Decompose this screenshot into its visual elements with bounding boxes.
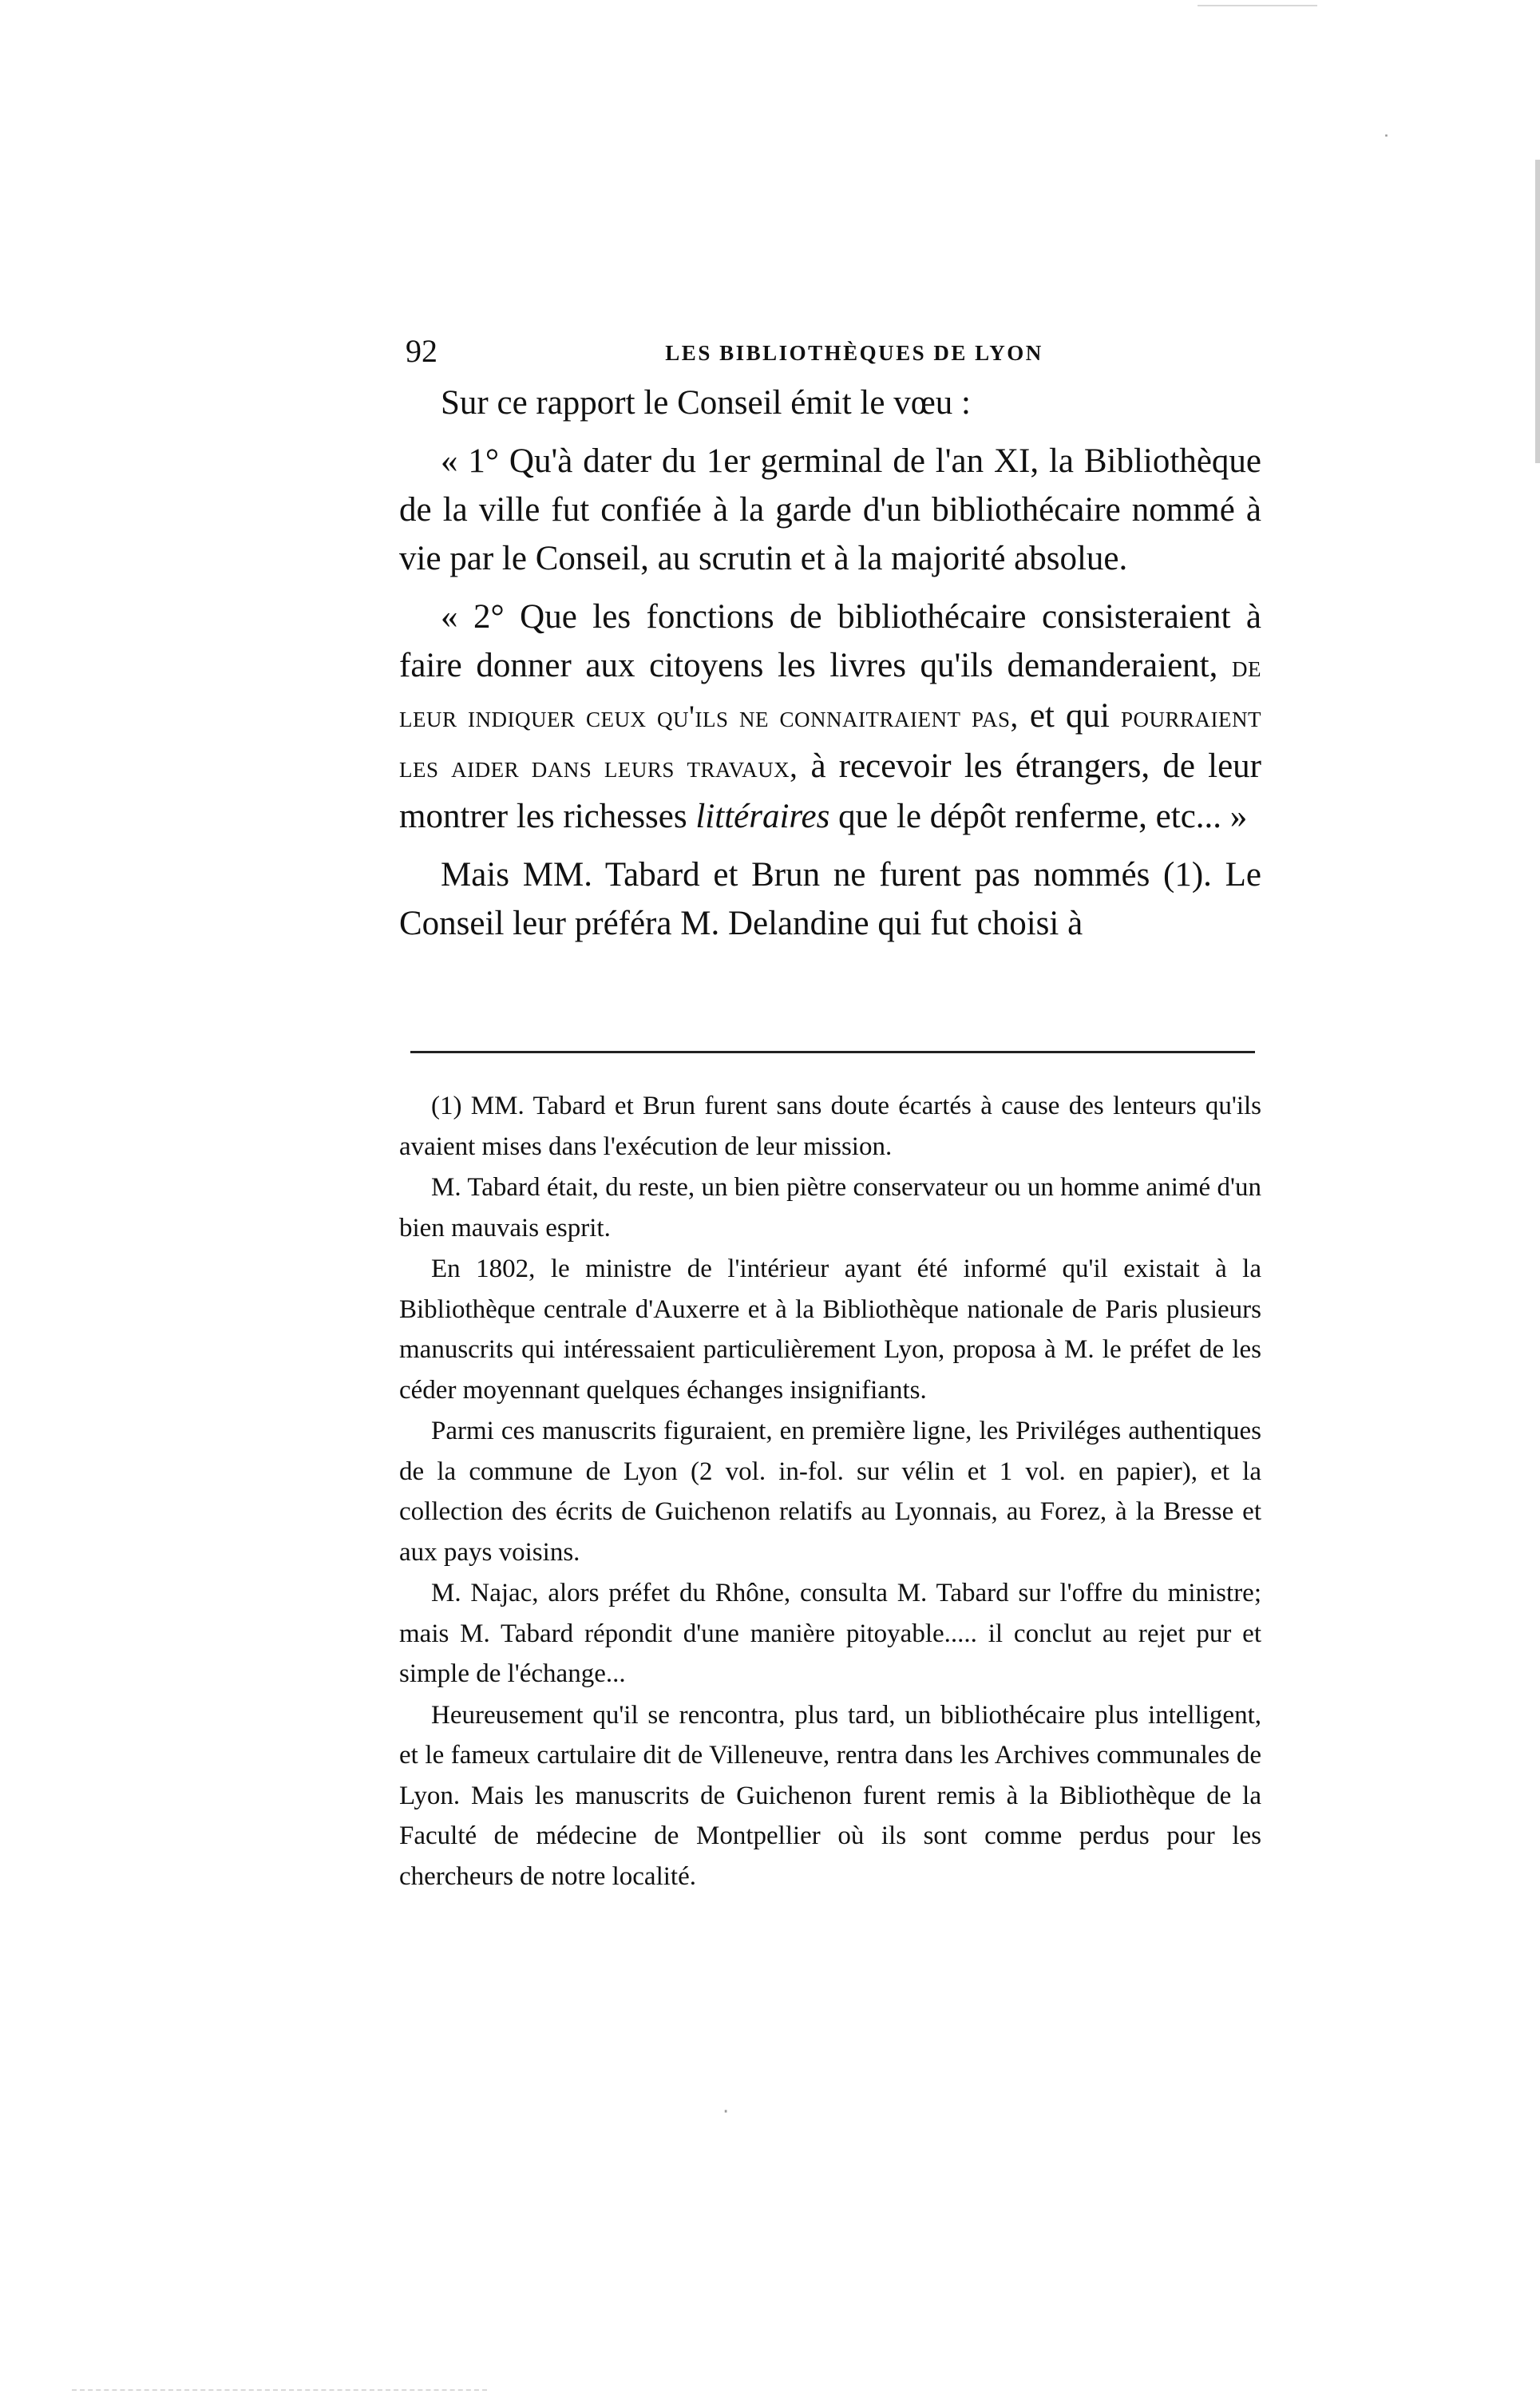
paragraph-3-small-caps-1: de leur indiquer ceux qu'ils ne connaitraient pas, xyxy=(399,650,1262,734)
footnote-2: M. Tabard était, du reste, un bien piètre conservateur ou un homme animé d'un bien mauvais esprit. xyxy=(399,1173,1261,1243)
paragraph-1: Sur ce rapport le Conseil émit le vœu : xyxy=(441,384,971,422)
footnote-3: En 1802, le ministre de l'intérieur ayant été informé qu'il existait à la Bibliothèque centrale d'Auxerre et à la Bibliothèque nationale de Paris plusieurs manuscrits qui intéressaient particulièrement Lyon, proposa à M. le préfet de les céder moyennant quelques échanges insignifiants. xyxy=(399,1254,1261,1405)
paragraph-3 xyxy=(399,593,1261,841)
footnotes xyxy=(399,1086,1261,1897)
paragraph-3-small-caps-2: pourraient les aider dans leurs travaux, xyxy=(399,700,1261,784)
page-number: 92 xyxy=(406,333,437,369)
paragraph-3-part-a: « 2° Que les fonctions de bibliothécaire consisteraient à faire donner aux citoyens les livres qu'ils demanderaient, xyxy=(399,598,1261,684)
main-text xyxy=(399,379,1261,948)
footnote-divider xyxy=(410,1051,1255,1053)
paragraph-3-part-c: à recevoir les étrangers, de leur montrer les richesses xyxy=(399,747,1262,835)
paragraph-2: « 1° Qu'à dater du 1er germinal de l'an XI, la Bibliothèque de la ville fut confiée à la garde d'un bibliothécaire nommé à vie par le Conseil, au scrutin et à la majorité absolue. xyxy=(399,442,1261,577)
scan-artifact-bottom xyxy=(72,2389,487,2391)
footnote-4: Parmi ces manuscrits figuraient, en première ligne, les Priviléges authentiques de la commune de Lyon (2 vol. in-fol. sur vélin et 1 vol. en papier), et la collection des écrits de Guichenon relatifs au Lyonnais, au Forez, à la Bresse et aux pays voisins. xyxy=(399,1417,1261,1567)
paragraph-4: Mais MM. Tabard et Brun ne furent pas nommés (1). Le Conseil leur préféra M. Delandine qui fut choisi à xyxy=(399,856,1261,942)
scan-margin-edge xyxy=(1535,160,1540,463)
scan-speck: ˙ xyxy=(1381,132,1392,156)
running-title: LES BIBLIOTHÈQUES DE LYON xyxy=(665,341,1043,365)
footnote-6: Heureusement qu'il se rencontra, plus tard, un bibliothécaire plus intelligent, et le fameux cartulaire dit de Villeneuve, rentra dans les Archives communales de Lyon. Mais les manuscrits de Guichenon furent remis à la Bibliothèque de la Faculté de médecine de Montpellier où ils sont comme perdus pour les chercheurs de notre localité. xyxy=(399,1700,1261,1891)
running-header xyxy=(399,327,1261,375)
paragraph-3-italic: littéraires xyxy=(695,798,830,835)
scan-artifact-top xyxy=(1198,5,1317,6)
scan-speck: · xyxy=(722,2100,730,2124)
footnote-1: (1) MM. Tabard et Brun furent sans doute écartés à cause des lenteurs qu'ils avaient mises dans l'exécution de leur mission. xyxy=(399,1092,1261,1161)
paragraph-3-part-d: que le dépôt renferme, etc... » xyxy=(838,798,1248,835)
paragraph-3-part-b: et qui xyxy=(1029,697,1110,735)
footnote-5: M. Najac, alors préfet du Rhône, consulta M. Tabard sur l'offre du ministre; mais M. Tabard répondit d'une manière pitoyable..... il conclut au rejet pur et simple de l'échange... xyxy=(399,1579,1261,1688)
